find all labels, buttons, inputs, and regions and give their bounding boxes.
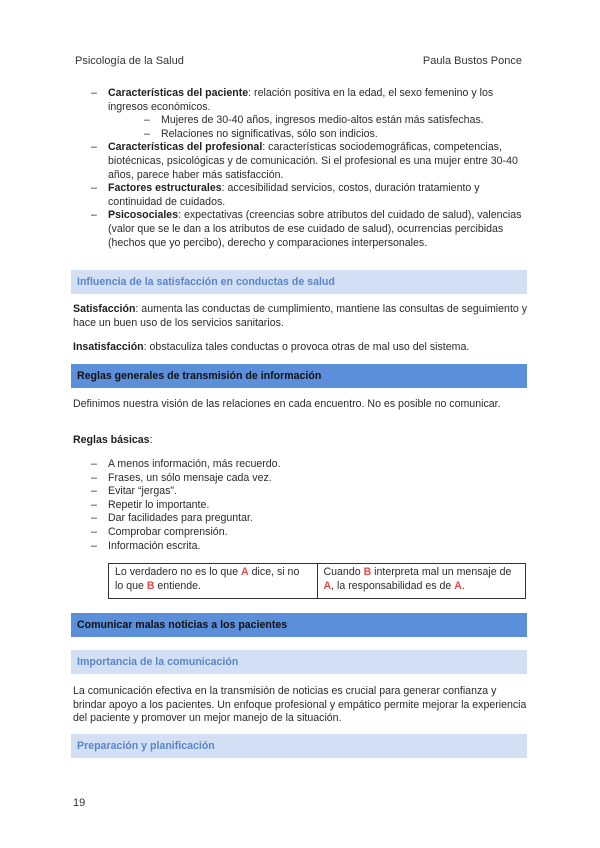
factor-term: Características del paciente <box>108 87 249 99</box>
sub-list <box>108 114 531 141</box>
communication-table <box>108 563 526 599</box>
highlight-letter: A <box>323 579 332 592</box>
cell-text: entiende. <box>154 579 202 592</box>
section-heading-preparation: Preparación y planificación <box>71 734 527 758</box>
cell-text: Lo verdadero no es lo que <box>115 566 242 578</box>
list-item: – Dar facilidades para preguntar. <box>91 512 531 526</box>
page-number: 19 <box>73 797 86 809</box>
list-item <box>91 87 531 141</box>
factor-text: : relación positiva en la edad, el sexo femenino y los ingresos económicos. <box>108 87 494 113</box>
cell-text: , la responsabilidad es de <box>331 579 455 592</box>
cell-text: . <box>461 579 465 592</box>
cell-text: interpreta mal un mensaje de <box>371 566 512 578</box>
term: Insatisfacción <box>73 341 144 353</box>
section-heading-importance: Importancia de la comunicación <box>71 650 527 674</box>
list-item <box>91 209 531 250</box>
factor-term: Características del profesional <box>108 141 263 154</box>
header-author: Paula Bustos Ponce <box>422 55 522 67</box>
basic-rules-term: Reglas básicas <box>73 434 150 446</box>
sub-list-item: – Relaciones no significativas, sólo son indicios. <box>108 128 531 142</box>
section-heading-rules: Reglas generales de transmisión de información <box>71 364 527 388</box>
list-item <box>91 141 531 182</box>
basic-rules-label <box>73 434 528 448</box>
term: Satisfacción <box>73 303 136 315</box>
highlight-letter: A <box>241 566 249 578</box>
factor-text: : características sociodemográficas, competencias, biotécnicas, psicológicas y de comunicación. Si el profesional es una mujer entre 30-40 años, parece haber más satisfacción. <box>108 141 518 181</box>
list-item: – A menos información, más recuerdo. <box>91 458 531 472</box>
list-item: – Evitar “jergas”. <box>91 485 531 499</box>
table-cell-right <box>317 564 526 599</box>
table-cell-left <box>109 564 318 599</box>
importance-paragraph: La comunicación efectiva en la transmisión de noticias es crucial para generar confianza y brindar apoyo a los pacientes. Un enfoque profesional y empático permite mejorar la experiencia del paciente y promover un mejor manejo de la situación. <box>73 685 527 725</box>
sub-list-item: – Mujeres de 30-40 años, ingresos medio-altos están más satisfechas. <box>108 114 531 128</box>
section-heading-influence: Influencia de la satisfacción en conductas de salud <box>71 270 527 294</box>
cell-text: Cuando <box>323 566 364 578</box>
highlight-letter: B <box>146 579 155 592</box>
factor-term: Psicosociales <box>108 209 179 222</box>
cell-text: dice, si no lo que <box>115 566 300 592</box>
dissatisfaction-paragraph <box>73 341 528 355</box>
table-row <box>109 564 526 599</box>
factor-term: Factores estructurales <box>108 182 222 195</box>
list-item: – Comprobar comprensión. <box>91 526 531 540</box>
list-item: – Información escrita. <box>91 540 531 554</box>
list-item <box>91 182 531 209</box>
list-item: – Frases, un sólo mensaje cada vez. <box>91 472 531 486</box>
definition: : obstaculiza tales conductas o provoca otras de mal uso del sistema. <box>143 341 470 353</box>
factor-text: : accesibilidad servicios, costos, duración tratamiento y continuidad de cuidados. <box>108 182 480 208</box>
list-item: – Repetir lo importante. <box>91 499 531 513</box>
rules-intro: Definimos nuestra visión de las relaciones en cada encuentro. No es posible no comunicar. <box>73 398 501 410</box>
section-heading-bad-news: Comunicar malas noticias a los pacientes <box>71 613 527 637</box>
highlight-letter: A <box>454 579 462 592</box>
definition: : aumenta las conductas de cumplimiento, mantiene las consultas de seguimiento y hace un buen uso de los servicios sanitarios. <box>73 303 528 329</box>
satisfaction-paragraph <box>73 303 528 330</box>
factor-text: : expectativas (creencias sobre atributos del cuidado de salud), valencias (valor que se le dan a los atributos de ese cuidado de salud), ocurrencias percibidas (hechos que yo percibo), derecho y comparaciones interpersonales. <box>108 209 522 249</box>
basic-rules-colon: : <box>149 434 153 446</box>
basic-rules-list <box>91 458 531 553</box>
satisfaction-factors-list <box>91 87 531 250</box>
header-course-title: Psicología de la Salud <box>75 55 184 67</box>
highlight-letter: B <box>363 566 372 578</box>
